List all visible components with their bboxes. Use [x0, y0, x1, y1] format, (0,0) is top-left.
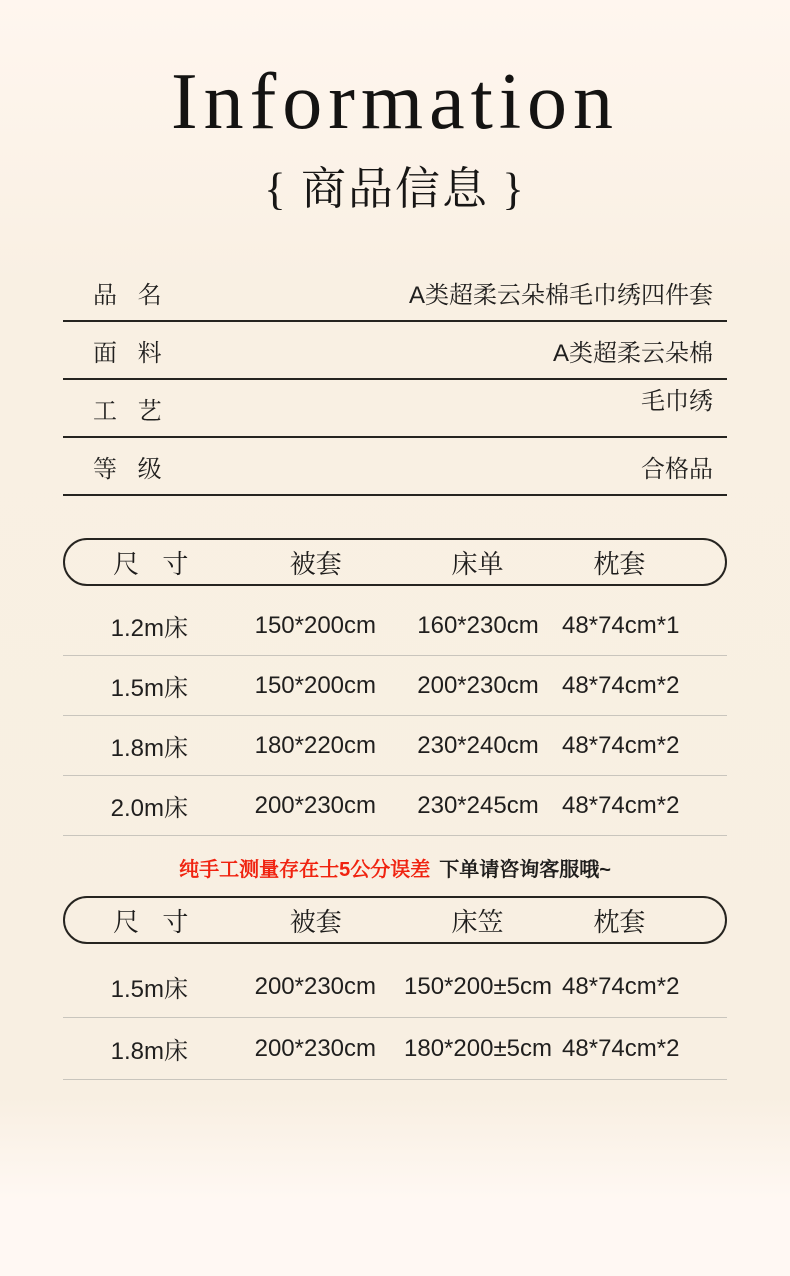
header-cell-flat-sheet: 床单 — [451, 548, 504, 579]
page-title: Information — [170, 58, 620, 146]
info-label: 等 级 — [93, 456, 162, 484]
header-cell-pillowcase: 枕套 — [593, 906, 646, 937]
info-row-grade — [63, 438, 727, 496]
info-value: 合格品 — [641, 456, 713, 484]
header-cell-size: 尺 寸 — [113, 906, 189, 937]
size-cell: 48*74cm*2 — [562, 972, 680, 1000]
size-row-1-8m — [63, 716, 727, 776]
measurement-note — [63, 850, 727, 884]
size-cell: 48*74cm*2 — [562, 791, 680, 819]
product-info-table — [63, 264, 727, 496]
size-row-1-8m — [63, 1018, 727, 1080]
size-cell: 150*200cm — [254, 671, 377, 699]
note-black-text: 下单请咨询客服哦~ — [439, 858, 611, 881]
size-row-1-5m — [63, 956, 727, 1018]
info-row-product-name — [63, 264, 727, 322]
size-cell: 200*230cm — [254, 972, 377, 1000]
info-value: A类超柔云朵棉毛巾绣四件套 — [408, 282, 713, 310]
size-cell: 180*220cm — [254, 731, 377, 759]
size-cell: 1.2m床 — [110, 615, 188, 643]
size-cell: 150*200±5cm — [404, 972, 552, 1000]
size-cell: 1.8m床 — [110, 735, 188, 763]
size-cell: 48*74cm*2 — [562, 1034, 680, 1062]
size-table-1-header — [63, 538, 727, 586]
size-table-2 — [63, 944, 727, 1080]
size-cell: 200*230cm — [417, 671, 539, 699]
size-cell: 200*230cm — [254, 1034, 377, 1062]
header-cell-pillowcase: 枕套 — [593, 548, 646, 579]
size-cell: 230*245cm — [417, 791, 539, 819]
size-cell: 160*230cm — [417, 611, 539, 639]
size-row-1-5m — [63, 656, 727, 716]
info-value: 毛巾绣 — [641, 388, 713, 416]
size-cell: 1.5m床 — [110, 976, 188, 1004]
header-cell-duvet-cover: 被套 — [289, 906, 342, 937]
info-row-craft — [63, 380, 727, 438]
size-row-2-0m — [63, 776, 727, 836]
info-value: A类超柔云朵棉 — [552, 340, 713, 368]
info-label: 品 名 — [93, 282, 162, 310]
info-label: 面 料 — [93, 340, 162, 368]
size-row-1-2m — [63, 596, 727, 656]
size-cell: 230*240cm — [417, 731, 539, 759]
note-red-text: 纯手工测量存在士5公分误差 — [179, 858, 431, 881]
size-cell: 48*74cm*2 — [562, 731, 680, 759]
header-cell-fitted-sheet: 床笠 — [451, 906, 504, 937]
size-cell: 150*200cm — [254, 611, 377, 639]
size-cell: 2.0m床 — [110, 795, 188, 823]
size-table-1 — [63, 586, 727, 836]
size-cell: 200*230cm — [254, 791, 377, 819]
size-cell: 48*74cm*2 — [562, 671, 680, 699]
size-cell: 48*74cm*1 — [562, 611, 680, 639]
size-cell: 1.8m床 — [110, 1038, 188, 1066]
info-row-fabric — [63, 322, 727, 380]
content-area — [63, 264, 727, 1080]
page-subtitle: { 商品信息 } — [264, 163, 526, 214]
size-table-2-header — [63, 896, 727, 944]
header-cell-size: 尺 寸 — [113, 548, 189, 579]
size-cell: 1.5m床 — [110, 675, 188, 703]
header-cell-duvet-cover: 被套 — [289, 548, 342, 579]
size-cell: 180*200±5cm — [404, 1034, 552, 1062]
info-label: 工 艺 — [93, 398, 162, 426]
